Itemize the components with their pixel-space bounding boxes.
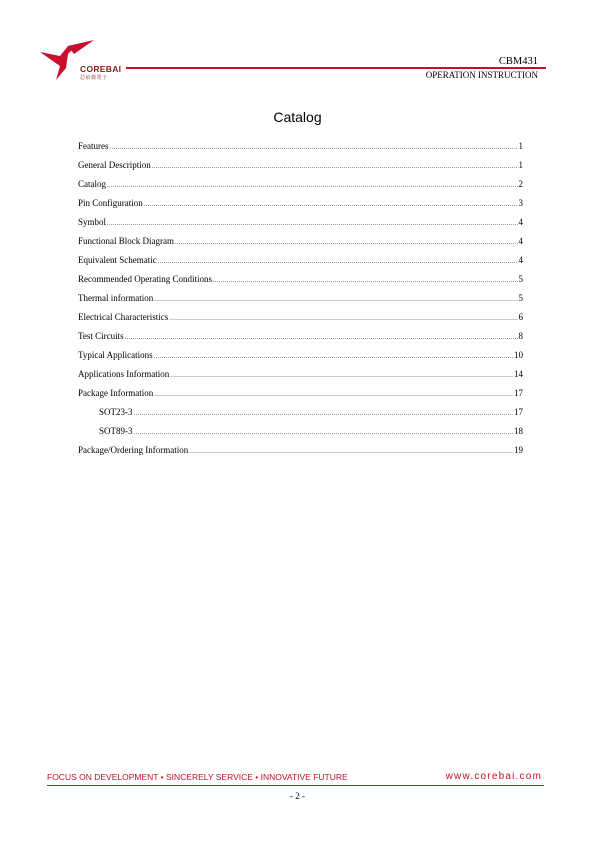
logo-text-cn: 芯佰微電子 bbox=[80, 75, 108, 81]
toc-entry-page: 19 bbox=[514, 445, 523, 455]
toc-leader-dots bbox=[125, 332, 518, 344]
table-of-contents bbox=[78, 140, 523, 463]
toc-entry-page: 4 bbox=[518, 236, 523, 246]
toc-entry[interactable] bbox=[78, 444, 523, 463]
toc-leader-dots bbox=[175, 237, 518, 249]
toc-entry-label: Pin Configuration bbox=[78, 198, 143, 208]
toc-leader-dots bbox=[134, 408, 514, 420]
toc-leader-dots bbox=[107, 180, 518, 192]
toc-entry-label: Electrical Characteristics bbox=[78, 312, 169, 322]
toc-entry-page: 1 bbox=[518, 141, 523, 151]
toc-leader-dots bbox=[107, 218, 517, 230]
footer-url-link[interactable]: www.corebai.com bbox=[445, 771, 542, 782]
toc-leader-dots bbox=[144, 199, 518, 211]
toc-leader-dots bbox=[169, 313, 517, 325]
toc-entry-label: Test Circuits bbox=[78, 331, 124, 341]
toc-entry-page: 17 bbox=[514, 407, 523, 417]
toc-entry-page: 5 bbox=[518, 274, 523, 284]
toc-entry-label: Package/Ordering Information bbox=[78, 445, 189, 455]
toc-entry[interactable] bbox=[78, 425, 523, 444]
toc-entry[interactable] bbox=[78, 273, 523, 292]
toc-leader-dots bbox=[154, 389, 513, 401]
toc-entry-page: 2 bbox=[518, 179, 523, 189]
toc-entry-label: Symbol bbox=[78, 217, 107, 227]
toc-leader-dots bbox=[213, 275, 518, 287]
toc-entry-page: 4 bbox=[518, 217, 523, 227]
page-title: Catalog bbox=[273, 109, 322, 125]
toc-entry[interactable] bbox=[78, 197, 523, 216]
toc-entry[interactable] bbox=[78, 330, 523, 349]
toc-entry-page: 4 bbox=[518, 255, 523, 265]
toc-leader-dots bbox=[158, 256, 518, 268]
toc-entry-page: 14 bbox=[514, 369, 523, 379]
footer-divider bbox=[47, 785, 544, 786]
footer-slogan: FOCUS ON DEVELOPMENT • SINCERELY SERVICE • INNOVATIVE FUTURE bbox=[47, 772, 348, 782]
toc-entry[interactable] bbox=[78, 159, 523, 178]
toc-entry[interactable] bbox=[78, 368, 523, 387]
toc-entry-label: Thermal information bbox=[78, 293, 154, 303]
toc-entry[interactable] bbox=[78, 235, 523, 254]
toc-entry[interactable] bbox=[78, 387, 523, 406]
product-name: CBM431 bbox=[498, 56, 538, 67]
toc-entry-page: 6 bbox=[518, 312, 523, 322]
toc-entry-page: 18 bbox=[514, 426, 523, 436]
toc-entry[interactable] bbox=[78, 140, 523, 159]
toc-entry-label: Catalog bbox=[78, 179, 106, 189]
toc-leader-dots bbox=[189, 446, 513, 458]
company-logo bbox=[38, 40, 128, 88]
toc-entry-page: 17 bbox=[514, 388, 523, 398]
toc-entry[interactable] bbox=[78, 178, 523, 197]
toc-entry-label: Features bbox=[78, 141, 109, 151]
toc-entry-label: Package Information bbox=[78, 388, 154, 398]
toc-leader-dots bbox=[154, 294, 517, 306]
toc-entry-label: SOT23-3 bbox=[99, 407, 133, 417]
toc-entry-page: 3 bbox=[518, 198, 523, 208]
toc-entry-label: Equivalent Schematic bbox=[78, 255, 157, 265]
toc-entry[interactable] bbox=[78, 349, 523, 368]
toc-entry-page: 8 bbox=[518, 331, 523, 341]
toc-entry-label: Typical Applications bbox=[78, 350, 153, 360]
toc-entry[interactable] bbox=[78, 216, 523, 235]
logo-text: COREBAI bbox=[80, 64, 122, 74]
toc-leader-dots bbox=[110, 142, 518, 154]
toc-leader-dots bbox=[134, 427, 514, 439]
toc-entry-label: SOT89-3 bbox=[99, 426, 133, 436]
toc-entry-page: 1 bbox=[518, 160, 523, 170]
toc-entry[interactable] bbox=[78, 406, 523, 425]
toc-entry-label: Functional Block Diagram bbox=[78, 236, 174, 246]
doc-type: OPERATION INSTRUCTION bbox=[425, 70, 538, 80]
toc-leader-dots bbox=[152, 161, 518, 173]
toc-entry[interactable] bbox=[78, 254, 523, 273]
toc-entry[interactable] bbox=[78, 311, 523, 330]
toc-entry-label: Applications Information bbox=[78, 369, 170, 379]
toc-leader-dots bbox=[154, 351, 513, 363]
header-divider bbox=[126, 67, 546, 69]
toc-entry-label: General Description bbox=[78, 160, 151, 170]
toc-entry-label: Recommended Operating Conditions bbox=[78, 274, 212, 284]
toc-leader-dots bbox=[170, 370, 513, 382]
page-number: - 2 - bbox=[290, 791, 305, 801]
toc-entry-page: 10 bbox=[514, 350, 523, 360]
toc-entry-page: 5 bbox=[518, 293, 523, 303]
toc-entry[interactable] bbox=[78, 292, 523, 311]
